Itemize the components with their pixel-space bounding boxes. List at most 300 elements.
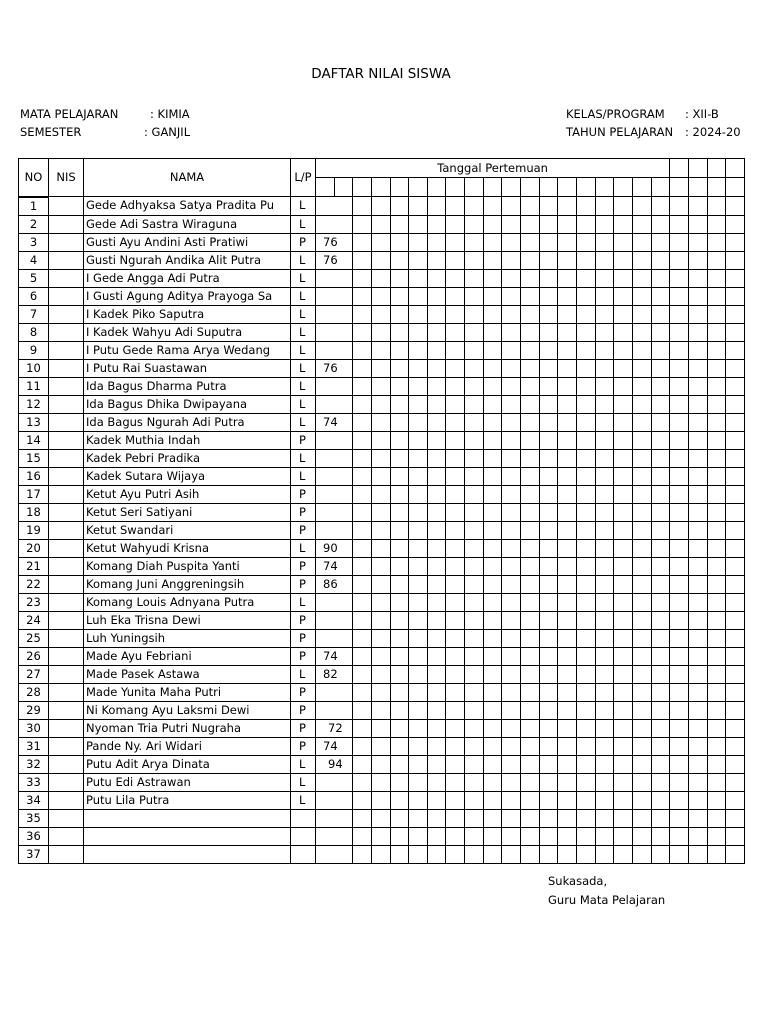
grade-cell: [521, 377, 540, 395]
grade-cell: [632, 413, 651, 431]
grade-cell: [390, 269, 409, 287]
grade-cell: [446, 755, 465, 773]
row-lp: P: [291, 701, 316, 719]
grade-cell: [409, 791, 428, 809]
grade-cell: [726, 449, 745, 467]
table-row: [19, 791, 745, 809]
grade-cell: [595, 701, 614, 719]
grade-cell: [465, 413, 484, 431]
grade-cell: [371, 593, 390, 611]
grade-cell: [558, 467, 577, 485]
row-nis: [49, 431, 84, 449]
grade-cell: [446, 611, 465, 629]
row-lp: P: [291, 737, 316, 755]
row-nama: Komang Louis Adnyana Putra: [84, 593, 291, 611]
grade-cell: [390, 557, 409, 575]
row-nama: Ni Komang Ayu Laksmi Dewi: [84, 701, 291, 719]
grade-cell: [539, 773, 558, 791]
row-nilai: 76: [316, 359, 353, 377]
row-no: 37: [19, 845, 49, 863]
grade-cell: [353, 521, 372, 539]
grade-cell: [707, 323, 726, 341]
grade-cell: [390, 503, 409, 521]
grade-cell: [521, 539, 540, 557]
row-lp: P: [291, 557, 316, 575]
grade-cell: [688, 359, 707, 377]
mapel-label: MATA PELAJARAN: [20, 107, 119, 121]
grade-cell: [688, 773, 707, 791]
grade-cell: [614, 773, 633, 791]
row-nilai: [316, 827, 353, 845]
grade-cell: [595, 827, 614, 845]
grade-cell: [353, 683, 372, 701]
grade-cell: [409, 575, 428, 593]
grade-cell: [390, 377, 409, 395]
grade-cell: [670, 413, 689, 431]
grade-cell: [670, 701, 689, 719]
grade-cell: [521, 467, 540, 485]
row-nis: [49, 287, 84, 305]
grade-cell: [502, 197, 521, 216]
row-nilai: [316, 629, 353, 647]
grade-cell: [465, 503, 484, 521]
grade-cell: [726, 773, 745, 791]
grade-cell: [502, 341, 521, 359]
row-nis: [49, 665, 84, 683]
grade-cell: [632, 665, 651, 683]
row-nilai: [316, 215, 353, 233]
grade-cell: [595, 197, 614, 216]
row-lp: L: [291, 251, 316, 269]
grade-cell: [614, 251, 633, 269]
row-lp: L: [291, 269, 316, 287]
grade-cell: [688, 647, 707, 665]
grade-cell: [539, 233, 558, 251]
grade-cell: [576, 557, 595, 575]
date-cell: [688, 178, 707, 197]
grade-cell: [521, 449, 540, 467]
grade-cell: [651, 557, 670, 575]
grade-cell: [353, 557, 372, 575]
grade-cell: [390, 287, 409, 305]
grade-cell: [688, 809, 707, 827]
grade-cell: [670, 269, 689, 287]
row-nis: [49, 539, 84, 557]
grade-cell: [539, 683, 558, 701]
grade-cell: [465, 827, 484, 845]
table-row: [19, 503, 745, 521]
grade-cell: [670, 215, 689, 233]
grade-cell: [707, 215, 726, 233]
grade-cell: [427, 467, 446, 485]
grade-cell: [632, 575, 651, 593]
grade-cell: [521, 665, 540, 683]
grade-cell: [632, 341, 651, 359]
grade-cell: [446, 845, 465, 863]
row-nis: [49, 341, 84, 359]
grade-cell: [390, 233, 409, 251]
grade-cell: [371, 215, 390, 233]
row-no: 27: [19, 665, 49, 683]
grade-cell: [502, 251, 521, 269]
grade-cell: [688, 269, 707, 287]
grade-cell: [483, 431, 502, 449]
grade-cell: [707, 539, 726, 557]
grade-cell: [521, 287, 540, 305]
grade-cell: [558, 773, 577, 791]
table-row: [19, 575, 745, 593]
grade-cell: [427, 755, 446, 773]
grade-cell: [446, 251, 465, 269]
grade-cell: [427, 593, 446, 611]
grade-cell: [688, 719, 707, 737]
grade-cell: [353, 719, 372, 737]
grade-cell: [371, 503, 390, 521]
row-nis: [49, 701, 84, 719]
grade-cell: [465, 665, 484, 683]
row-nilai: [316, 377, 353, 395]
grade-cell: [558, 215, 577, 233]
grade-cell: [688, 755, 707, 773]
grade-cell: [614, 215, 633, 233]
date-cell: [316, 178, 335, 197]
grade-cell: [465, 701, 484, 719]
row-nama: I Putu Rai Suastawan: [84, 359, 291, 377]
row-nis: [49, 197, 84, 216]
grade-cell: [483, 755, 502, 773]
grade-cell: [483, 539, 502, 557]
grade-cell: [521, 341, 540, 359]
grade-cell: [409, 809, 428, 827]
grade-cell: [539, 521, 558, 539]
row-lp: L: [291, 323, 316, 341]
row-nama: Gusti Ayu Andini Asti Pratiwi: [84, 233, 291, 251]
grade-cell: [614, 701, 633, 719]
grade-cell: [576, 251, 595, 269]
grade-cell: [371, 305, 390, 323]
row-nama: Gusti Ngurah Andika Alit Putra: [84, 251, 291, 269]
grade-cell: [521, 395, 540, 413]
grade-cell: [465, 359, 484, 377]
grade-cell: [670, 449, 689, 467]
table-row: [19, 629, 745, 647]
grade-cell: [595, 845, 614, 863]
grade-cell: [707, 269, 726, 287]
grade-cell: [427, 629, 446, 647]
table-row: [19, 827, 745, 845]
row-nama: [84, 845, 291, 863]
grade-cell: [595, 737, 614, 755]
grade-cell: [576, 791, 595, 809]
grade-cell: [409, 287, 428, 305]
grade-cell: [371, 629, 390, 647]
grade-cell: [576, 611, 595, 629]
grade-cell: [465, 539, 484, 557]
table-row: [19, 395, 745, 413]
grade-cell: [707, 647, 726, 665]
grade-cell: [651, 701, 670, 719]
grade-cell: [614, 791, 633, 809]
grade-cell: [521, 251, 540, 269]
grade-cell: [688, 251, 707, 269]
grade-cell: [614, 449, 633, 467]
grade-cell: [483, 575, 502, 593]
grade-cell: [353, 377, 372, 395]
grade-cell: [688, 503, 707, 521]
grade-cell: [409, 341, 428, 359]
grade-cell: [707, 683, 726, 701]
grade-cell: [483, 305, 502, 323]
grade-cell: [707, 701, 726, 719]
grade-cell: [465, 683, 484, 701]
row-lp: L: [291, 791, 316, 809]
grade-cell: [427, 701, 446, 719]
grade-cell: [539, 827, 558, 845]
grade-cell: [651, 485, 670, 503]
grade-cell: [632, 629, 651, 647]
grade-cell: [726, 755, 745, 773]
grade-cell: [614, 575, 633, 593]
grade-cell: [726, 215, 745, 233]
grade-cell: [670, 629, 689, 647]
grade-cell: [483, 773, 502, 791]
grade-cell: [502, 449, 521, 467]
grade-cell: [539, 395, 558, 413]
grade-cell: [576, 287, 595, 305]
grade-cell: [576, 827, 595, 845]
grade-cell: [595, 341, 614, 359]
table-row: [19, 593, 745, 611]
grade-cell: [427, 791, 446, 809]
grade-cell: [353, 197, 372, 216]
grade-cell: [632, 467, 651, 485]
grade-cell: [446, 233, 465, 251]
row-no: 3: [19, 233, 49, 251]
grade-cell: [371, 827, 390, 845]
table-row: [19, 521, 745, 539]
grade-cell: [688, 683, 707, 701]
row-lp: P: [291, 431, 316, 449]
grade-cell: [427, 377, 446, 395]
grade-cell: [707, 557, 726, 575]
grade-cell: [632, 305, 651, 323]
grade-cell: [670, 755, 689, 773]
grade-cell: [614, 197, 633, 216]
grade-cell: [371, 701, 390, 719]
grade-cell: [409, 557, 428, 575]
grade-cell: [502, 485, 521, 503]
grade-cell: [726, 359, 745, 377]
row-lp: [291, 845, 316, 863]
grade-cell: [614, 395, 633, 413]
row-nama: [84, 809, 291, 827]
row-lp: L: [291, 215, 316, 233]
grade-cell: [726, 305, 745, 323]
grade-cell: [595, 323, 614, 341]
grade-cell: [558, 575, 577, 593]
grade-cell: [651, 359, 670, 377]
grade-cell: [632, 809, 651, 827]
row-nama: Ida Bagus Dharma Putra: [84, 377, 291, 395]
grade-cell: [502, 755, 521, 773]
grade-cell: [576, 503, 595, 521]
grade-cell: [502, 845, 521, 863]
grade-cell: [409, 233, 428, 251]
grade-cell: [371, 287, 390, 305]
grade-cell: [502, 305, 521, 323]
table-row: [19, 683, 745, 701]
row-lp: L: [291, 665, 316, 683]
grade-cell: [427, 269, 446, 287]
grade-cell: [409, 593, 428, 611]
row-nis: [49, 395, 84, 413]
row-nilai: [316, 845, 353, 863]
row-lp: L: [291, 539, 316, 557]
grade-cell: [483, 341, 502, 359]
row-lp: L: [291, 773, 316, 791]
grade-cell: [670, 593, 689, 611]
table-row: [19, 305, 745, 323]
grade-cell: [483, 701, 502, 719]
row-no: 20: [19, 539, 49, 557]
mapel-value: : KIMIA: [150, 107, 190, 121]
grade-cell: [483, 449, 502, 467]
grade-cell: [502, 467, 521, 485]
grade-cell: [371, 539, 390, 557]
row-nis: [49, 269, 84, 287]
grade-cell: [726, 197, 745, 216]
grade-cell: [483, 215, 502, 233]
row-nilai: 74: [316, 413, 353, 431]
grade-cell: [632, 791, 651, 809]
grade-cell: [558, 791, 577, 809]
grade-cell: [614, 359, 633, 377]
grade-cell: [521, 269, 540, 287]
row-nilai: 76: [316, 233, 353, 251]
date-cell: [726, 178, 745, 197]
row-no: 28: [19, 683, 49, 701]
row-no: 18: [19, 503, 49, 521]
grade-cell: [558, 449, 577, 467]
grade-cell: [502, 377, 521, 395]
grade-cell: [371, 521, 390, 539]
grade-cell: [632, 701, 651, 719]
grade-cell: [595, 773, 614, 791]
grade-cell: [409, 719, 428, 737]
grade-cell: [651, 665, 670, 683]
row-nama: Putu Lila Putra: [84, 791, 291, 809]
grade-cell: [483, 629, 502, 647]
grade-cell: [427, 413, 446, 431]
kelas-label: KELAS/PROGRAM: [566, 107, 665, 121]
grade-cell: [390, 323, 409, 341]
grade-cell: [409, 413, 428, 431]
grade-cell: [390, 305, 409, 323]
grade-cell: [632, 197, 651, 216]
grade-cell: [632, 719, 651, 737]
grade-cell: [371, 719, 390, 737]
grade-cell: [576, 215, 595, 233]
row-nilai: [316, 593, 353, 611]
grade-cell: [353, 593, 372, 611]
row-nis: [49, 413, 84, 431]
grade-cell: [688, 701, 707, 719]
grade-cell: [651, 341, 670, 359]
table-row: [19, 719, 745, 737]
grade-cell: [595, 665, 614, 683]
table-row: [19, 215, 745, 233]
grade-cell: [558, 845, 577, 863]
tahun-label: TAHUN PELAJARAN: [566, 125, 674, 139]
grade-cell: [558, 665, 577, 683]
grade-cell: [726, 539, 745, 557]
header-nis: NIS: [49, 159, 84, 197]
row-nilai: [316, 323, 353, 341]
grade-cell: [371, 449, 390, 467]
header-nama: NAMA: [84, 159, 291, 197]
row-no: 35: [19, 809, 49, 827]
grade-cell: [371, 359, 390, 377]
grade-cell: [632, 737, 651, 755]
grade-cell: [651, 629, 670, 647]
grade-cell: [707, 449, 726, 467]
grade-cell: [465, 557, 484, 575]
row-nama: Komang Juni Anggreningsih: [84, 575, 291, 593]
date-cell: [371, 178, 390, 197]
grade-cell: [688, 827, 707, 845]
grade-cell: [707, 251, 726, 269]
grade-cell: [446, 287, 465, 305]
grade-cell: [670, 647, 689, 665]
row-lp: P: [291, 683, 316, 701]
grade-cell: [670, 359, 689, 377]
grade-cell: [427, 809, 446, 827]
row-nilai: [316, 521, 353, 539]
grade-cell: [651, 647, 670, 665]
table-row: [19, 341, 745, 359]
grade-cell: [595, 377, 614, 395]
row-nilai: [316, 611, 353, 629]
grade-cell: [670, 377, 689, 395]
grade-cell: [409, 359, 428, 377]
grade-cell: [576, 539, 595, 557]
grade-cell: [427, 359, 446, 377]
grade-cell: [465, 485, 484, 503]
grade-cell: [409, 467, 428, 485]
row-no: 36: [19, 827, 49, 845]
grade-cell: [427, 503, 446, 521]
row-lp: P: [291, 575, 316, 593]
grade-cell: [521, 773, 540, 791]
row-nilai: 72: [316, 719, 353, 737]
grade-cell: [502, 737, 521, 755]
grade-cell: [371, 665, 390, 683]
grade-cell: [539, 359, 558, 377]
date-cell: [558, 178, 577, 197]
grade-cell: [576, 377, 595, 395]
grade-cell: [539, 665, 558, 683]
grade-cell: [521, 827, 540, 845]
grade-cell: [390, 791, 409, 809]
grade-cell: [427, 557, 446, 575]
grade-cell: [483, 503, 502, 521]
grade-cell: [614, 305, 633, 323]
grade-cell: [670, 305, 689, 323]
grade-cell: [707, 791, 726, 809]
grade-cell: [651, 827, 670, 845]
grade-cell: [670, 845, 689, 863]
row-nilai: [316, 197, 353, 216]
